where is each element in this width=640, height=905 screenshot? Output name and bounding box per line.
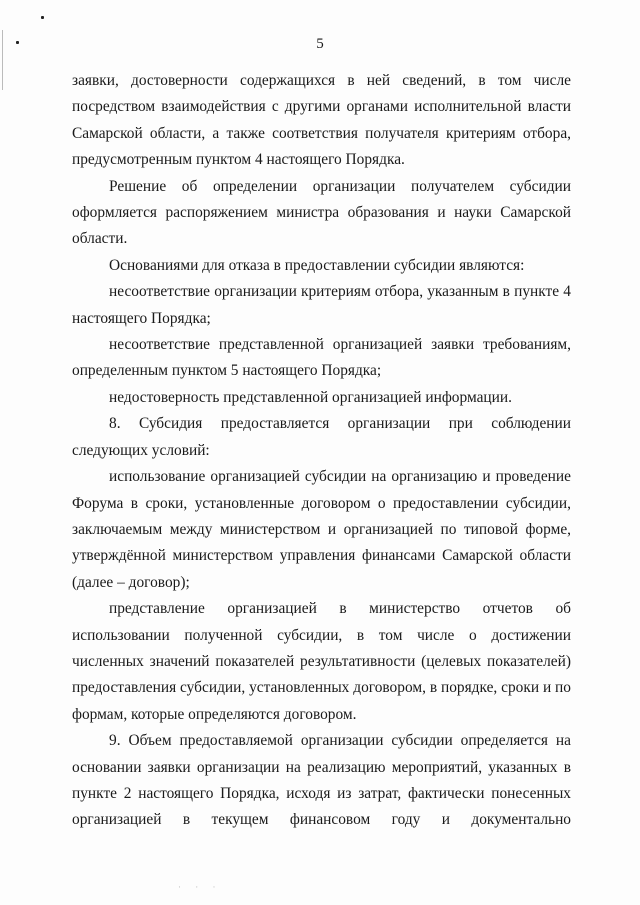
paragraph: несоответствие организации критериям отбора, указанным в пункте 4 настоящего Порядка; [72, 283, 571, 327]
page-number: 5 [316, 36, 324, 52]
paragraph: Решение об определении организации получателем субсидии оформляется распоряжением министра образования и науки Самарской области. [72, 177, 571, 248]
paragraph: 9. Объем предоставляемой организации субсидии определяется на основании заявки организации на реализацию мероприятий, указанных в пункте 2 настоящего Порядка, исходя из затрат, фактически понесенных организацией в текущем финансовом году и документально [72, 732, 571, 829]
document-body [72, 68, 571, 834]
paragraph: заявки, достоверности содержащихся в ней сведений, в том числе посредством взаимодействия с другими органами исполнительной власти Самарской области, а также соответствия получателя критериям отбора, предусмотренным пунктом 4 настоящего Порядка. [72, 72, 571, 169]
paragraph: представление организацией в министерство отчетов об использовании полученной субсидии, в том числе о достижении численных значений показателей результативности (целевых показателей) предоставления субсидии, установленных договором, в порядке, сроки и по формам, которые определяются договором. [72, 600, 571, 723]
paragraph: 8. Субсидия предоставляется организации при соблюдении следующих условий: [72, 415, 571, 459]
paragraph: несоответствие представленной организацией заявки требованиям, определенным пунктом 5 настоящего Порядка; [72, 336, 571, 380]
scan-speck [41, 16, 44, 19]
scan-noise: · · · [178, 882, 222, 892]
paragraph: использование организацией субсидии на организацию и проведение Форума в сроки, установленные договором о предоставлении субсидии, заключаемым между министерством и организацией по типовой форме, утверждённой министерством управления финансами Самарской области (далее – договор); [72, 468, 571, 591]
paragraph: недостоверность представленной организацией информации. [109, 388, 512, 406]
paragraph: Основаниями для отказа в предоставлении субсидии являются: [109, 256, 525, 274]
